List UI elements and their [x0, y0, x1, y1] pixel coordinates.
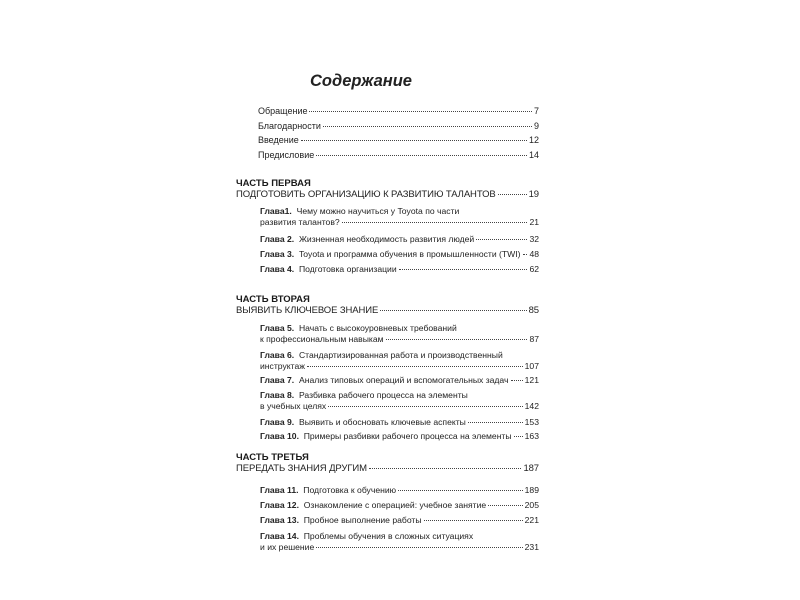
chapter-line — [260, 234, 539, 245]
chapter-entry[interactable] — [260, 206, 539, 228]
page-title: Содержание — [310, 72, 412, 90]
toc-entry[interactable] — [258, 106, 539, 117]
page-number: 187 — [523, 463, 539, 474]
page-number: 205 — [524, 500, 539, 510]
part-title-entry[interactable] — [236, 463, 539, 474]
dot-leader — [386, 339, 528, 340]
chapter-line — [260, 515, 539, 526]
chapter-number: Глава 6. — [260, 350, 295, 360]
dot-leader — [398, 490, 523, 491]
part-title-entry[interactable] — [236, 305, 539, 316]
page-number: 142 — [524, 401, 539, 411]
dot-leader — [424, 520, 523, 521]
chapter-title-part2: развития талантов? — [260, 217, 340, 227]
chapter-title: Примеры разбивки рабочего процесса на элементы — [303, 431, 512, 441]
page-number: 107 — [524, 361, 539, 371]
dot-leader — [369, 468, 521, 469]
chapter-number: Глава 3. — [260, 249, 295, 259]
chapter-first-line — [260, 350, 539, 361]
chapter-first-line — [260, 206, 539, 217]
page-number: 62 — [529, 264, 539, 274]
dot-leader — [307, 366, 523, 367]
page-number: 7 — [533, 106, 539, 116]
chapter-number: Глава 14. — [260, 531, 299, 541]
page-number: 231 — [524, 542, 539, 552]
chapter-number: Глава 9. — [260, 417, 295, 427]
dot-leader — [514, 436, 523, 437]
page-number: 153 — [524, 417, 539, 427]
chapter-entry[interactable] — [260, 350, 539, 372]
dot-leader — [468, 422, 523, 423]
chapter-title-part2: к профессиональным навыкам — [260, 334, 384, 344]
chapter-title-part1: Разбивка рабочего процесса на элементы — [298, 390, 468, 400]
chapter-title: Анализ типовых операций и вспомогательных задач — [298, 375, 509, 385]
page-number: 121 — [524, 375, 539, 385]
chapter-line — [260, 417, 539, 428]
chapter-title-part1: Начать с высокоуровневых требований — [298, 323, 457, 333]
dot-leader — [523, 254, 528, 255]
page-number: 85 — [528, 305, 539, 316]
chapter-entry[interactable] — [260, 390, 539, 412]
part-heading: ЧАСТЬ ТРЕТЬЯ — [236, 452, 309, 463]
chapter-title: Подготовка к обучению — [303, 485, 397, 495]
toc-entry-label: Обращение — [258, 106, 308, 116]
page-number: 14 — [528, 150, 539, 161]
chapter-first-line — [260, 323, 539, 334]
page-number: 48 — [529, 249, 539, 259]
chapter-entry[interactable] — [260, 485, 539, 496]
chapter-line — [260, 264, 539, 275]
page-number: 221 — [524, 515, 539, 525]
chapter-line — [260, 249, 539, 260]
toc-entry[interactable] — [258, 121, 539, 132]
toc-intro-list — [258, 106, 539, 161]
dot-leader — [316, 547, 522, 548]
chapter-line — [260, 500, 539, 511]
chapter-second-line — [260, 334, 539, 345]
chapter-entry[interactable] — [260, 417, 539, 428]
page-number: 163 — [524, 431, 539, 441]
toc-entry-label: Благодарности — [258, 120, 321, 131]
chapter-number: Глава 8. — [260, 390, 295, 400]
chapter-title: Toyota и программа обучения в промышленности (TWI) — [298, 249, 521, 259]
dot-leader — [380, 310, 526, 311]
part-title-entry[interactable] — [236, 189, 539, 200]
chapter-entry[interactable] — [260, 264, 539, 275]
chapter-number: Глава 12. — [260, 500, 299, 510]
chapter-title-part1: Стандартизированная работа и производственный — [298, 350, 503, 360]
chapter-title-part2: в учебных целях — [260, 401, 327, 411]
dot-leader — [498, 194, 527, 195]
chapter-entry[interactable] — [260, 431, 539, 442]
dot-leader — [488, 505, 522, 506]
chapter-first-line — [260, 531, 539, 542]
toc-entry[interactable] — [258, 150, 539, 161]
chapter-title: Подготовка организации — [298, 264, 397, 274]
chapter-first-line — [260, 390, 539, 401]
dot-leader — [309, 111, 532, 112]
chapter-second-line — [260, 542, 539, 553]
toc-part-three — [236, 452, 539, 552]
chapter-entry[interactable] — [260, 249, 539, 260]
chapter-line — [260, 375, 539, 386]
chapter-title-part2: и их решение — [260, 542, 315, 552]
dot-leader — [328, 406, 522, 407]
toc-part-one — [236, 178, 539, 274]
chapter-number: Глава1. — [260, 206, 292, 216]
dot-leader — [399, 269, 528, 270]
part-heading: ЧАСТЬ ВТОРАЯ — [236, 294, 310, 305]
chapter-title: Пробное выполнение работы — [303, 515, 422, 525]
chapter-line — [260, 431, 539, 442]
chapter-title: Выявить и обосновать ключевые аспекты — [298, 417, 466, 427]
dot-leader — [342, 222, 528, 223]
part-title: ПОДГОТОВИТЬ ОРГАНИЗАЦИЮ К РАЗВИТИЮ ТАЛАНТОВ — [236, 189, 496, 200]
page-number: 9 — [533, 120, 539, 131]
part-title: ВЫЯВИТЬ КЛЮЧЕВОЕ ЗНАНИЕ — [236, 305, 379, 316]
chapter-number: Глава 13. — [260, 515, 299, 525]
page-number: 87 — [529, 334, 539, 344]
toc-entry[interactable] — [258, 135, 539, 146]
part-heading: ЧАСТЬ ПЕРВАЯ — [236, 178, 311, 189]
chapter-entry[interactable] — [260, 234, 539, 245]
dot-leader — [476, 239, 527, 240]
chapter-entry[interactable] — [260, 323, 539, 345]
chapter-title: Жизненная необходимость развития людей — [298, 234, 475, 244]
chapter-second-line — [260, 361, 539, 372]
page-number: 189 — [524, 485, 539, 495]
dot-leader — [316, 155, 527, 156]
chapter-number: Глава 2. — [260, 234, 295, 244]
page-number: 21 — [529, 217, 539, 227]
page-number: 12 — [528, 135, 539, 146]
page-number: 19 — [528, 189, 539, 200]
chapter-title: Ознакомление с операцией: учебное занятие — [303, 500, 487, 510]
chapter-entry[interactable] — [260, 375, 539, 386]
dot-leader — [301, 140, 527, 141]
dot-leader — [511, 380, 523, 381]
toc-entry-label: Предисловие — [258, 150, 315, 161]
chapter-line — [260, 485, 539, 496]
toc-entry-label: Введение — [258, 135, 299, 146]
chapter-number: Глава 4. — [260, 264, 295, 274]
chapter-number: Глава 10. — [260, 431, 299, 441]
chapter-entry[interactable] — [260, 515, 539, 526]
chapter-entry[interactable] — [260, 531, 539, 553]
page-number: 32 — [529, 234, 539, 244]
chapter-title-part1: Проблемы обучения в сложных ситуациях — [303, 531, 474, 541]
chapter-title-part1: Чему можно научиться у Toyota по части — [296, 206, 460, 216]
chapter-title-part2: инструктаж — [260, 361, 305, 371]
dot-leader — [323, 126, 532, 127]
chapter-second-line — [260, 217, 539, 228]
chapter-entry[interactable] — [260, 500, 539, 511]
toc-part-two — [236, 294, 539, 441]
chapter-number: Глава 5. — [260, 323, 295, 333]
chapter-second-line — [260, 401, 539, 412]
chapter-number: Глава 11. — [260, 485, 299, 495]
part-title: ПЕРЕДАТЬ ЗНАНИЯ ДРУГИМ — [236, 463, 367, 474]
chapter-number: Глава 7. — [260, 375, 295, 385]
